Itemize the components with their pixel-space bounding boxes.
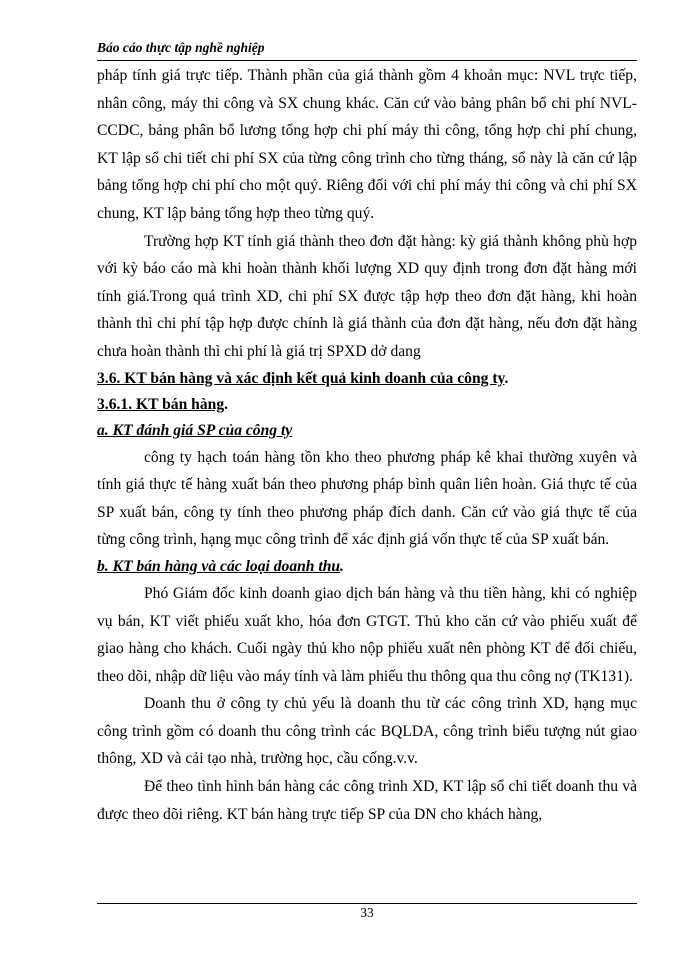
section-heading-3-6-1-text: 3.6.1. KT bán hàng: [97, 395, 225, 413]
section-heading-3-6-period: .: [504, 369, 509, 387]
paragraph-4: Phó Giám đốc kinh doanh giao dịch bán hàng và thu tiền hàng, khi có nghiệp vụ bán, KT viết phiếu xuất kho, hóa đơn GTGT. Thủ kho căn cứ vào phiếu xuất để giao hàng cho khách. Cuối ngày thủ kho nộp phiếu xuất nên phòng KT để đối chiếu, theo dõi, nhập dữ liệu vào máy tính và làm phiếu thu thông qua thu công nợ (TK131).: [97, 584, 637, 685]
subheading-b-period: .: [340, 557, 344, 575]
page-header-title: Báo cáo thực tập nghề nghiệp: [97, 40, 265, 55]
section-heading-3-6: [97, 366, 637, 392]
section-heading-3-6-1-period: .: [224, 395, 229, 413]
paragraph-2: Trường hợp KT tính giá thành theo đơn đặt hàng: kỳ giá thành không phù hợp với kỳ báo cáo mà khi hoàn thành khối lượng XD quy định trong đơn đặt hàng mới tính giá.Trong quá trình XD, chi phí SX được tập hợp theo đơn đặt hàng, khi hoàn thành thì chi phí tập hợp được chính là giá thành của đơn đặt hàng, nếu đơn đặt hàng chưa hoàn thành thì chi phí là giá trị SPXD dở dang: [97, 232, 637, 360]
paragraph-5: Doanh thu ở công ty chủ yếu là doanh thu từ các công trình XD, hạng mục công trình gồm có doanh thu công trình các BQLDA, công trình biểu tượng nút giao thông, XD và cải tạo nhà, trường học, cầu cống.v.v.: [97, 695, 637, 768]
page-number: 33: [360, 905, 374, 920]
section-heading-3-6-text: 3.6. KT bán hàng và xác định kết quả kinh doanh của công ty: [97, 369, 505, 387]
footer-divider: [97, 903, 637, 904]
paragraph-3: công ty hạch toán hàng tồn kho theo phương pháp kê khai thường xuyên và tính giá thực tế hàng xuất bán theo phương pháp bình quân liên hoàn. Giá thực tế của SP xuất bán, công ty tính theo phương pháp đích danh. Căn cứ vào giá thực tế của từng công trình, hạng mục công trình để xác định giá vốn thực tế của SP xuất bán.: [97, 448, 637, 549]
header-divider: [97, 60, 637, 61]
page-body: [97, 62, 637, 828]
subheading-a: a. KT đánh giá SP của công ty: [97, 421, 293, 439]
section-heading-3-6-1: [97, 392, 637, 418]
paragraph-1: pháp tính giá trực tiếp. Thành phần của giá thành gồm 4 khoản mục: NVL trực tiếp, nhân công, máy thi công và SX chung khác. Căn cứ vào bảng phân bổ chi phí NVL-CCDC, bảng phân bổ lương tổng hợp chi phí máy thi công, tổng hợp chi phí chung, KT lập sổ chi tiết chi phí SX của từng công trình cho từng tháng, sổ này là căn cứ lập bảng tổng hợp chi phí cho một quý. Riêng đối với chi phí máy thi công và chi phí SX chung, KT lập bảng tổng hợp theo từng quý.: [97, 67, 637, 222]
subheading-b: [97, 554, 637, 580]
subheading-b-text: b. KT bán hàng và các loại doanh thu: [97, 557, 341, 575]
paragraph-6: Để theo tình hình bán hàng các công trình XD, KT lập sổ chi tiết doanh thu và được theo dõi riêng. KT bán hàng trực tiếp SP của DN cho khách hàng,: [97, 778, 637, 823]
